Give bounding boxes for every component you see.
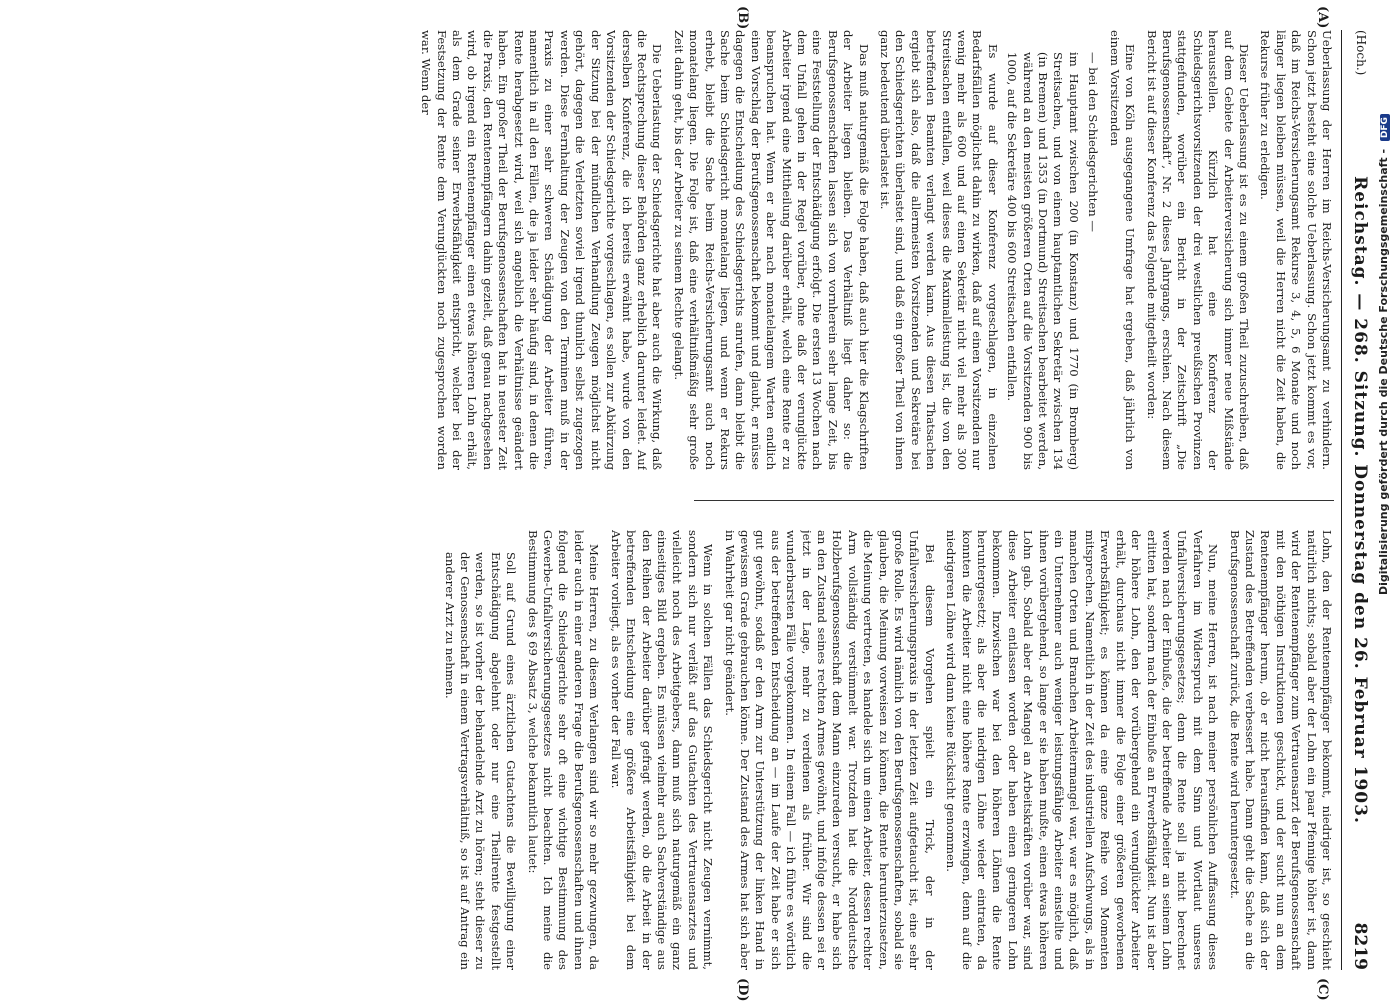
column-divider <box>694 500 1334 501</box>
page-number: 8219 <box>1350 922 1370 970</box>
paragraph: Lohn, den der Rentenempfänger bekommt, niedriger ist, so geschieht natürlich nichts; sobald aber der Lohn ein paar Pfennige höher ist, dann wird der Rentenempfänger zum Vertrauensarzt der Berufsgenossenschaft mit den nöthigen Instruktionen geschickt, und der sucht nun an dem Rentenempfänger herum, ob er nicht herausfinden kann, daß sich der Zustand des Betreffenden verbessert habe. Dann geht die Sache an die Berufsgenossenschaft zurück, die Rente wird heruntergesetzt. <box>1227 530 1334 970</box>
paragraph: Dieser Ueberlassung ist es zu einem großen Theil zuzuschreiben, daß auf dem Gebiete der Arbeiterversicherung sich immer neue Mißstände herausstellen. Kürzlich hat eine Konferenz der Schiedsgerichtsvorsitzenden der drei westlichen preußischen Provinzen stattgefunden, worüber ein Bericht in der Zeitschrift „Die Berufsgenossenschaft“, Nr. 2 dieses Jahrgangs, erschien. Nach diesem Bericht ist auf dieser Konferenz das Folgende mitgetheilt worden: <box>1144 30 1251 470</box>
scanned-page <box>106 0 1390 1000</box>
margin-marker-a: (A) <box>1315 6 1330 29</box>
credit-text: Digitalisierung gefördert durch die Deutsche Forschungsgemeinschaft - <box>1377 148 1390 595</box>
dfg-logo: DFG <box>1380 114 1390 141</box>
paragraph: Wenn in solchen Fällen das Schiedsgericht nicht Zeugen vernimmt, sondern sich nur verläßt auf das Gutachten des Vertrauensarztes und vielleicht noch des Arbeitgebers, dann muß sich naturgemäß ein ganz einseitiges Bild ergeben. Es müssen vielmehr auch Sachverständige aus den Reihen der Arbeiter darüber gefragt werden, ob die Arbeit in der betreffenden Entscheidung eine größere Arbeitsfähigkeit bei dem Arbeiter vorliegt, als es vorher der Fall war. <box>608 530 716 970</box>
digitization-credit <box>1377 0 1395 595</box>
paragraph: Meine Herren, zu diesem Verlangen sind wir so mehr gezwungen, da leider auch in einer anderen Frage die Berufsgenossenschaften und ihnen folgend die Schiedsgerichte sehr oft eine wichtige Bestimmung des Gewerbe-Unfallversicherungsgesetzes nicht beachten. Ich meine die Bestimmung des § 69 Absatz 3, welche bekanntlich lautet: <box>525 530 602 970</box>
paragraph: Nun, meine Herren, ist nach meiner persönlichen Auffassung dieses Verfahren im Widerspruch mit dem Sinn und Wortlaut unseres Unfallversicherungsgesetzes; denn die Rente soll ja nicht berechnet werden nach der Einbuße, die der betreffende Arbeiter an seinem Lohn erlitten hat, sondern nach der Einbuße an Erwerbsfähigkeit. Nun ist aber der höhere Lohn, den der vorübergehend ein verunglückter Arbeiter erhält, durchaus nicht immer die Folge einer größeren geworbenen Erwerbsfähigkeit; es können da eine ganze Reihe von Momenten mitsprechen. Namentlich in der Zeit des industriellen Aufschwungs, als in manchen Orten und Branchen Arbeitermangel war, war es möglich, daß ein Unternehmer auch weniger leistungsfähige Arbeiter einstellte und ihnen vorübergehend, so lange er sie haben mußte, einen etwas höheren Lohn gab. Sobald aber der Mangel an Arbeitskräften vorüber war, sind diese Arbeiter entlassen worden oder haben einen geringeren Lohn bekommen. Inzwischen war bei den höheren Löhnen die Rente heruntergesetzt; als aber die niedrigen Löhne wieder eintraten, da konnten die Arbeiter nicht eine höhere Rente erzwingen, denn auf die niedrigeren Löhne wird dann keine Rücksicht genommen. <box>944 530 1221 970</box>
margin-marker-c: (C) <box>1315 978 1330 1001</box>
paragraph: Die Ueberlastung der Schiedsgerichte hat aber auch die Wirkung, daß die Rechtsprechung dieser Behörden ganz erheblich darunter leidet. Auf derselben Konferenz, die ich bereits erwähnt habe, wurde von den Vorsitzenden der Schiedsgerichte vorgeschlagen, es sollen zur Abkürzung der Sitzung bei der mündlichen Verhandlung Zeugen möglichst nicht gehört, dagegen die Verletzten soviel irgend thunlich selbst zugezogen werden. Diese Fernhaltung der Zeugen von den Terminen muß in der Praxis zu einer sehr schweren Schädigung der Arbeiter führen, namentlich in all den Fällen, die ja leider sehr häufig sind, in denen die Rente herabgesetzt wird, weil sich angeblich die Verhältnisse geändert haben. Ein großer Theil der Berufsgenossenschaften hat in neuester Zeit die Praxis, den Rentenempfängern dahin gezielt, daß genau nachgesehen wird, ob irgend ein Rentenempfänger einen etwas höheren Lohn erhält, als dem Grade seiner Erwerbsfähigkeit entspricht, welcher bei der Festsetzung der Rente dem Verunglückten noch zugesprochen worden war. Wenn der <box>419 30 665 470</box>
paragraph: — bei den Schiedsgerichten — <box>1086 52 1101 232</box>
paragraph: Eine von Köln ausgegangene Umfrage hat ergeben, daß jährlich von einem Vorsitzenden <box>1107 30 1138 470</box>
paragraph: Das muß naturgemäß die Folge haben, daß auch hier die Klagschriften der Arbeiter liegen bleiben. Das Verhältniß liegt daher so: die Berufsgenossenschaften lassen sich von vornherein sehr lange Zeit, bis eine Feststellung der Entschädigung erfolgt. Die ersten 13 Wochen nach dem Unfall gehen in der Regel vorüber, ohne daß der verunglückte Arbeiter irgend eine Mittheilung darüber erhält, welch eine Rente er zu beanspruchen hat. Wenn er aber nach monatelangem Warten endlich einen Vorschlag der Berufsgenossenschaft bekommt und glaubt, er müsse dagegen die Entscheidung des Schiedsgerichts anrufen, dann bleibt die Sache beim Schiedsgericht monatelang liegen, und wenn er Rekurs erhebt, bleibt die Sache beim Reichs-Versicherungsamt auch noch monatelang liegen. Die Folge ist, daß eine verhältnißmäßig sehr große Zeit dahin geht, bis der Arbeiter zu seinem Rechte gelangt. <box>671 30 871 470</box>
paragraph: im Hauptamt zwischen 200 (in Konstanz) und 1770 (in Bromberg) Streitsachen, und von einem hauptamtlichen Sekretär zwischen 134 (in Bremen) und 1353 (in Dortmund) Streitsachen bearbeitet werden, während an den meisten größeren Orten auf die Vorsitzenden 900 bis 1000, auf die Sekretäre 400 bis 600 Streitsachen entfallen. <box>1005 52 1081 470</box>
left-column <box>184 30 1334 470</box>
paragraph: Soll auf Grund eines ärztlichen Gutachtens die Bewilligung einer Entschädigung abgelehnt oder nur eine Theilrente festgestellt werden, so ist vorher der behandelnde Arzt zu hören; steht dieser zu der Genossenschaft in einem Vertragsverhältniß, so ist auf Antrag ein anderer Arzt zu nehmen. <box>442 552 519 970</box>
right-column <box>184 530 1334 970</box>
margin-marker-d: (D) <box>735 978 750 1002</box>
margin-marker-b: (B) <box>735 6 750 30</box>
paragraph: Bei diesem Vorgehen spielt ein Trick, der in der Unfallversicherungspraxis in der letzten Zeit aufgetaucht ist, eine sehr große Rolle. Es wird nämlich von den Berufsgenossenschaften, sobald sie glauben, die Meinung vorweisen zu können, die Rente herunterzusetzen, die Meinung vertreten, es handele sich um einen Arbeiter, dessen rechter Arm vollständig verstümmelt war. Trotzdem hat die Norddeutsche Holzberufsgenossenschaft dem Mann einzureden versucht, er habe sich an den Zustand seines rechten Armes gewöhnt, und infolge dessen sei er jetzt in der Lage, mehr zu verdienen als früher. Wir sind die wunderbarsten Fälle vorgekommen. In einem Fall — ich führe es wörtlich aus der betreffenden Entscheidung an — im Laufe der Zeit habe er sich gut gewöhnt, sodaß er den Arm zur Unterstützung der linken Hand in gewissem Grade gebrauchen könne. Der Zustand des Armes hat sich aber in Wahrheit gar nicht geändert. <box>722 530 937 970</box>
page-header <box>1344 30 1370 970</box>
paragraph: Es wurde auf dieser Konferenz vorgeschlagen, in einzelnen Bedarfsfällen möglichst dahin zu wirken, daß auf einen Vorsitzenden nur wenig mehr als 600 und auf einen Sekretär nicht viel mehr als 300 Streitsachen entfallen, weil dieses die Maximalleistung ist, die von den betreffenden Beamten verlangt werden kann. Aus diesen Thatsachen ergiebt sich also, daß die allermeisten Vorsitzenden und Sekretäre bei den Schiedsgerichten überlastet sind, und daß ein großer Theil von ihnen ganz bedeutend überlastet ist. <box>878 30 1000 470</box>
header-rule <box>1341 30 1342 970</box>
page-title: Reichstag. — 268. Sitzung. Donnerstag den 26. Februar 1903. <box>1350 176 1370 824</box>
paragraph: Ueberlassung der Herren im Reichs-Versicherungsamt zu verhindern. Schon jetzt besteht eine solche Ueberlassung. Schon jetzt kommt es vor, daß im Reichs-Versicherungsamt Rekurse 3, 4, 5, 6 Monate und noch länger liegen bleiben müssen, weil die Herren nicht die Zeit haben, die Rekurse früher zu erledigen. <box>1258 30 1334 470</box>
header-side-label: (Hoch.) <box>1354 30 1368 76</box>
